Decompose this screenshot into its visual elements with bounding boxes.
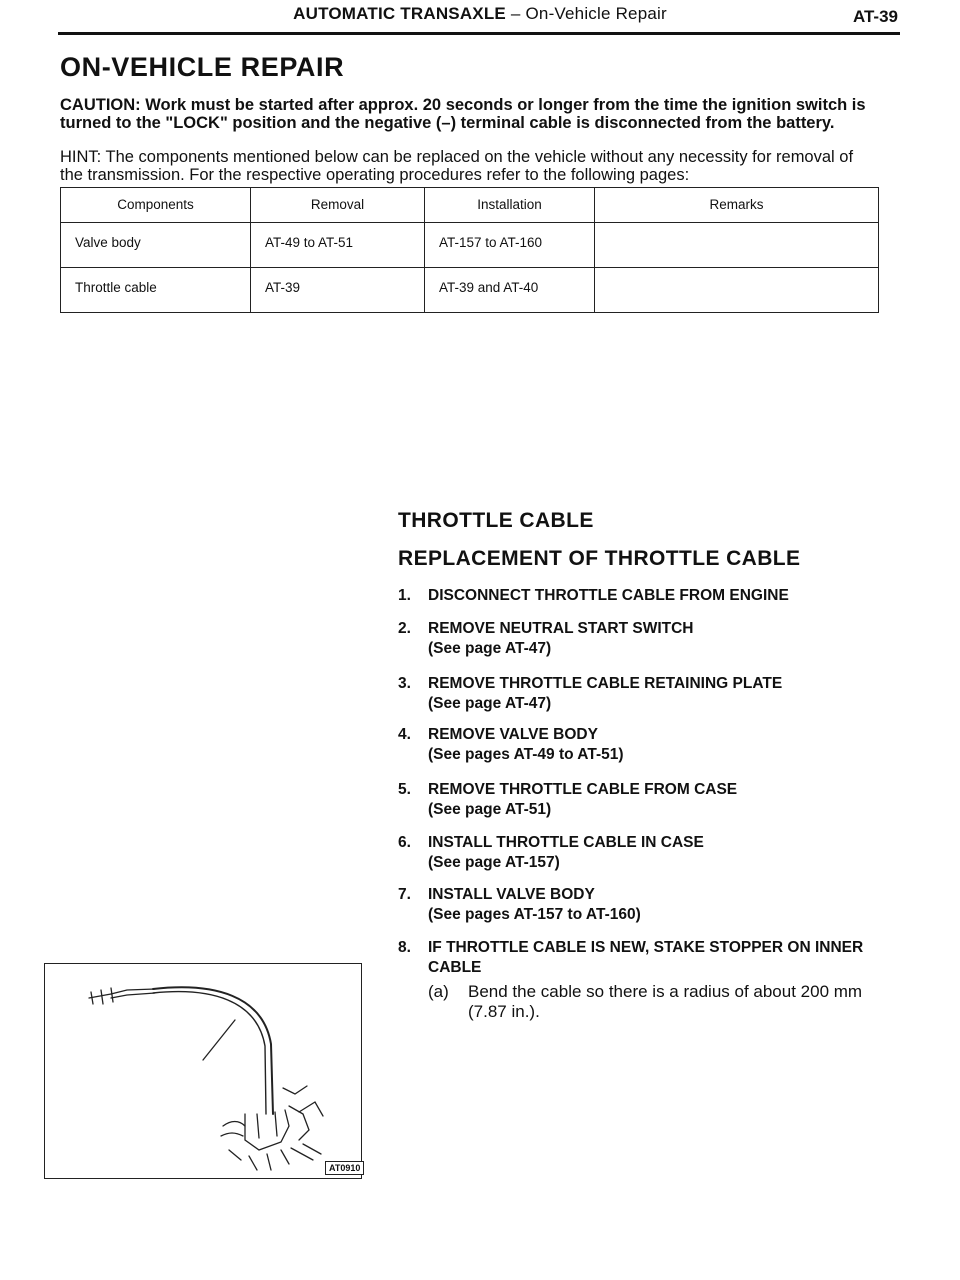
figure-code-label: AT0910 xyxy=(325,1161,364,1175)
step-page-ref: (See page AT-51) xyxy=(428,801,552,818)
step-number: 3. xyxy=(398,675,411,692)
table-header-cell: Installation xyxy=(425,188,595,223)
step-number: 8. xyxy=(398,939,411,956)
table-header-cell: Components xyxy=(61,188,251,223)
step-page-ref: (See pages AT-49 to AT-51) xyxy=(428,746,624,763)
caution-note: CAUTION: Work must be started after approx. 20 seconds or longer from the time the ignition switch is turned to the "LOCK" position and the negative (–) terminal cable is disconnected from the battery. xyxy=(60,96,866,132)
substep-text: Bend the cable so there is a radius of about 200 mm (7.87 in.). xyxy=(468,982,863,1021)
table-cell: AT-157 to AT-160 xyxy=(425,223,595,268)
table-cell: Valve body xyxy=(61,223,251,268)
step-number: 1. xyxy=(398,587,411,604)
step-page-ref: (See page AT-47) xyxy=(428,640,552,657)
substep-label: (a) xyxy=(428,982,449,1001)
step-text: INSTALL VALVE BODY xyxy=(428,886,595,903)
components-table xyxy=(60,187,879,313)
step-text: REMOVE NEUTRAL START SWITCH xyxy=(428,620,694,637)
step-number: 2. xyxy=(398,620,411,637)
table-cell xyxy=(595,268,879,313)
step-text: REMOVE THROTTLE CABLE RETAINING PLATE xyxy=(428,675,783,692)
step-page-ref: (See page AT-47) xyxy=(428,695,552,712)
table-header-cell: Removal xyxy=(251,188,425,223)
hint-note: HINT: The components mentioned below can be replaced on the vehicle without any necessity for removal of the transmission. For the respective operating procedures refer to the following pages: xyxy=(60,148,854,184)
step-text: DISCONNECT THROTTLE CABLE FROM ENGINE xyxy=(428,587,789,604)
subsection-title: REPLACEMENT OF THROTTLE CABLE xyxy=(398,547,801,570)
step-number: 7. xyxy=(398,886,411,903)
table-header-cell: Remarks xyxy=(595,188,879,223)
running-header-title xyxy=(0,4,960,24)
throttle-cable-illustration xyxy=(44,963,362,1179)
throttle-cable-drawing xyxy=(45,964,360,1177)
step-text: REMOVE VALVE BODY xyxy=(428,726,598,743)
step-text: INSTALL THROTTLE CABLE IN CASE xyxy=(428,834,704,851)
table-row xyxy=(61,268,879,313)
step-page-ref: (See pages AT-157 to AT-160) xyxy=(428,906,641,923)
table-cell: AT-39 and AT-40 xyxy=(425,268,595,313)
step-number: 5. xyxy=(398,781,411,798)
step-text: REMOVE THROTTLE CABLE FROM CASE xyxy=(428,781,738,798)
header-rule xyxy=(58,32,900,35)
table-header-row xyxy=(61,188,879,223)
table-cell xyxy=(595,223,879,268)
step-number: 6. xyxy=(398,834,411,851)
step-number: 4. xyxy=(398,726,411,743)
table-cell: AT-39 xyxy=(251,268,425,313)
table-cell: AT-49 to AT-51 xyxy=(251,223,425,268)
page-number: AT-39 xyxy=(852,7,898,26)
header-title-rest: – On-Vehicle Repair xyxy=(505,4,667,23)
step-text: IF THROTTLE CABLE IS NEW, STAKE STOPPER ON INNER CABLE xyxy=(428,939,864,976)
step-page-ref: (See page AT-157) xyxy=(428,854,560,871)
table-row xyxy=(61,223,879,268)
section-title: THROTTLE CABLE xyxy=(398,509,594,532)
header-title-bold: AUTOMATIC TRANSAXLE xyxy=(293,4,506,23)
page-title: ON-VEHICLE REPAIR xyxy=(60,52,345,82)
table-cell: Throttle cable xyxy=(61,268,251,313)
